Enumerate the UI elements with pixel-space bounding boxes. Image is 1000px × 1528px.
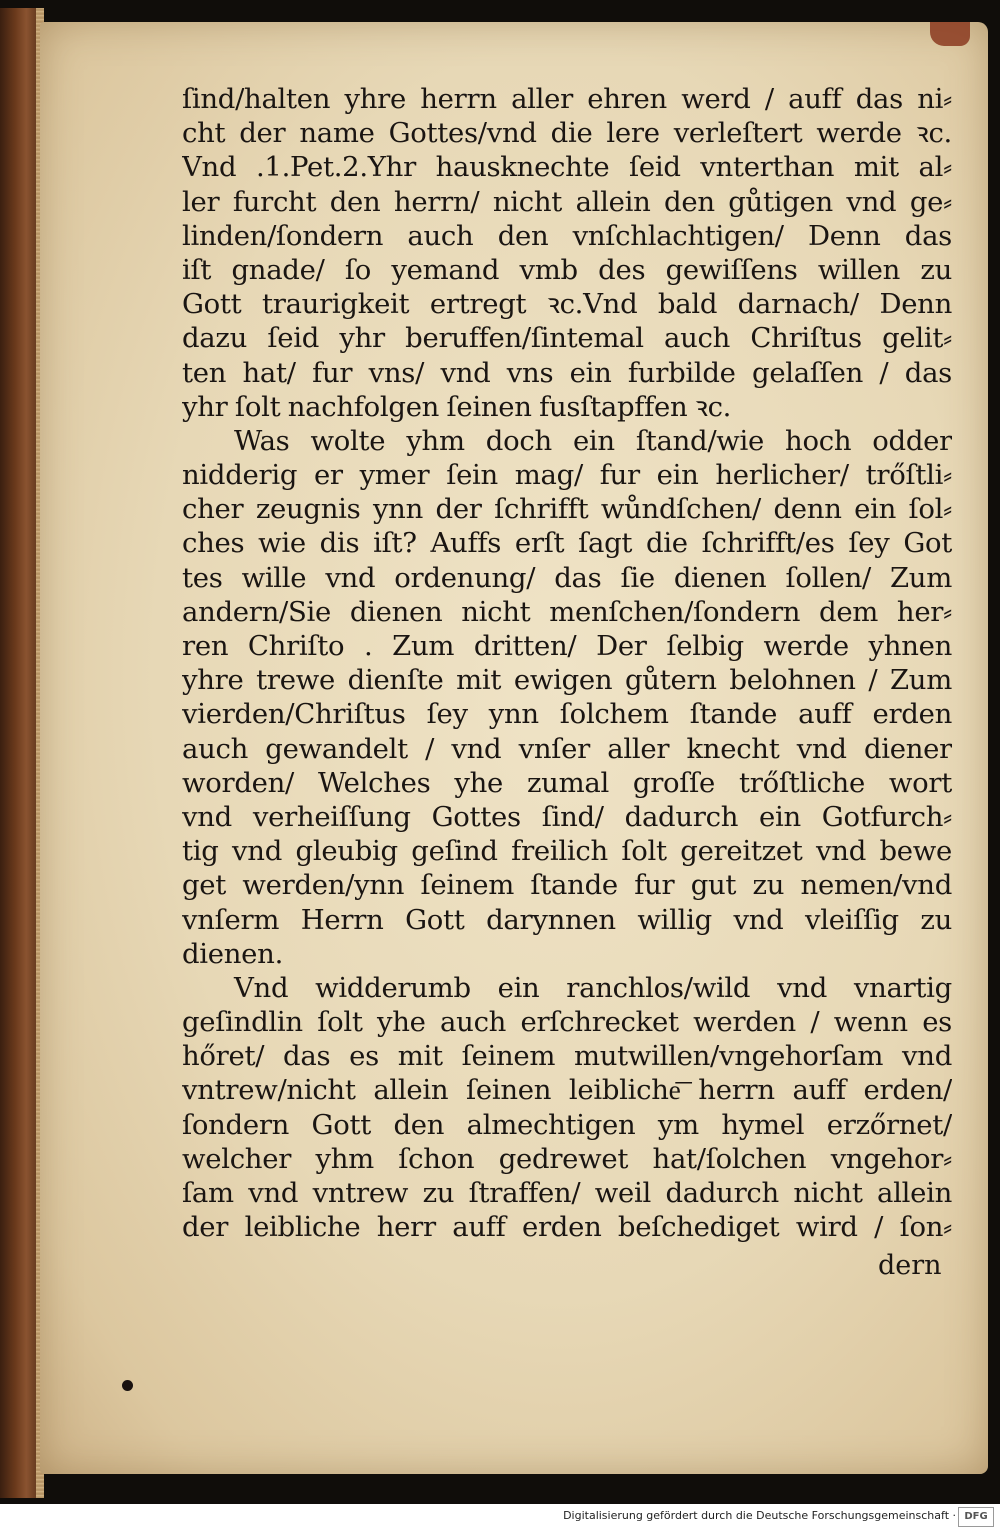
text-line: der leibliche herr auff erden beſchediget wird / ſon⸗ xyxy=(182,1211,952,1244)
text-line: vnſerm Herrn Gott darynnen willig vnd vleiſſig zu xyxy=(182,903,952,936)
text-line: ren Chriſto . Zum dritten/ Der ſelbig werde yhnen xyxy=(182,630,952,662)
text-line: get werden/ynn ſeinem ſtande fur gut zu nemen/vnd xyxy=(182,869,952,902)
book-spine-edge xyxy=(0,8,44,1498)
text-line: Vnd .1.Pet.2.Yhr hausknechte ſeid vnterthan mit al⸗ xyxy=(182,151,952,184)
text-line: Gott traurigkeit ertregt ꝛc.Vnd bald darnach/ Denn xyxy=(182,288,952,321)
dfg-logo: DFG xyxy=(958,1507,994,1527)
text-line: nidderig er ymer ſein mag/ fur ein herlicher/ trőſtli⸗ xyxy=(182,459,952,492)
corner-wax-mark xyxy=(930,22,970,46)
text-line: auch gewandelt / vnd vnſer aller knecht vnd diener xyxy=(182,732,952,765)
text-line: worden/ Welches yhe zumal groſſe trőſtliche wort xyxy=(182,766,952,799)
text-line: yhre trewe dienſte mit ewigen gůtern belohnen / Zum xyxy=(182,664,952,697)
catchword: dern xyxy=(878,1250,942,1281)
text-line: Was wolte yhm doch ein ſtand/wie hoch odder xyxy=(234,424,952,457)
text-line: ſondern Gott den almechtigen ym hymel erzőrnet/ xyxy=(182,1108,952,1141)
text-line: ten hat/ fur vns/ vnd vns ein furbilde gelaſſen / das xyxy=(182,356,952,389)
text-line: geſindlin ſolt yhe auch erſchrecket werden / wenn es xyxy=(182,1006,952,1039)
text-line: ſind/halten yhre herrn aller ehren werd / auff das ni⸗ xyxy=(182,83,952,115)
text-line: ſam vnd vntrew zu ſtraffen/ weil dadurch nicht allein xyxy=(182,1177,952,1209)
text-line: vierden/Chriſtus ſey ynn ſolchem ſtande auff erden xyxy=(182,698,952,731)
text-line: hőret/ das es mit ſeinem mutwillen/vngehorſam vnd xyxy=(182,1040,952,1073)
text-line: tes wille vnd ordenung/ das ſie dienen ſollen/ Zum xyxy=(182,561,952,594)
text-line: iſt gnade/ ſo yemand vmb des gewiſſens willen zu xyxy=(182,253,952,286)
text-line: vnd verheiſſung Gottes ſind/ dadurch ein Gotfurch⸗ xyxy=(182,800,952,833)
text-line: dienen. xyxy=(182,937,284,970)
text-line: andern/Sie dienen nicht menſchen/ſondern dem her⸗ xyxy=(182,595,952,628)
text-line: Vnd widderumb ein ranchlos/wild vnd vnartig xyxy=(234,971,952,1004)
text-line: cher zeugnis ynn der ſchrifft wůndſchen/ denn ein ſol⸗ xyxy=(182,493,952,526)
text-line: ler furcht den herrn/ nicht allein den gůtigen vnd ge⸗ xyxy=(182,185,952,218)
text-line: ches wie dis iſt? Auffs erſt ſagt die ſchrifft/es ſey Got xyxy=(182,527,952,560)
text-line: welcher yhm ſchon gedrewet hat/ſolchen vngehor⸗ xyxy=(182,1142,952,1175)
page-text-block xyxy=(182,82,952,1244)
text-line: vntrew/nicht allein ſeinen leibliche͞ herrn auff erden/ xyxy=(182,1074,952,1107)
ink-dot xyxy=(122,1380,133,1391)
footer-credit: Digitalisierung gefördert durch die Deutsche Forschungsgemeinschaft · xyxy=(563,1509,956,1522)
text-line: linden/ſondern auch den vnſchlachtigen/ Denn das xyxy=(182,219,952,252)
footer-bar xyxy=(0,1504,1000,1528)
text-line: dazu ſeid yhr beruffen/ſintemal auch Chriſtus gelit⸗ xyxy=(182,322,952,355)
text-line: tig vnd gleubig geſind freilich ſolt gereitzet vnd bewe xyxy=(182,835,952,868)
text-line: yhr ſolt nachfolgen ſeinen fusſtapffen ꝛc. xyxy=(182,390,732,423)
text-line: cht der name Gottes/vnd die lere verleſtert werde ꝛc. xyxy=(182,117,952,150)
